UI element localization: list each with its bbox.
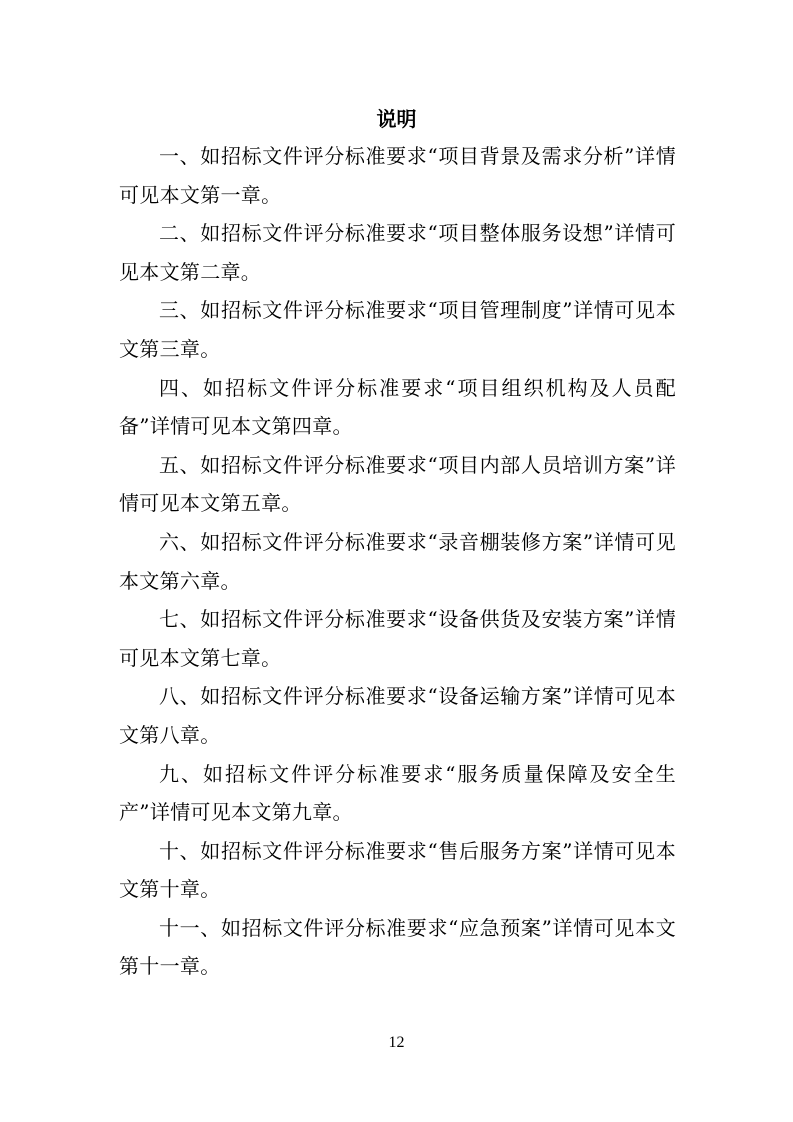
paragraph-6: 六、如招标文件评分标准要求“录音棚装修方案”详情可见本文第六章。 [119,529,676,593]
paragraph-2: 二、如招标文件评分标准要求“项目整体服务设想”详情可见本文第二章。 [119,221,676,284]
paragraph-10: 十、如招标文件评分标准要求“售后服务方案”详情可见本文第十章。 [119,838,676,902]
paragraph-4: 四、如招标文件评分标准要求“项目组织机构及人员配备”详情可见本文第四章。 [119,375,676,439]
page-title: 说明 [376,107,417,131]
document-body [119,137,676,986]
paragraph-8: 八、如招标文件评分标准要求“设备运输方案”详情可见本文第八章。 [119,684,676,747]
paragraph-3: 三、如招标文件评分标准要求“项目管理制度”详情可见本文第三章。 [119,298,676,361]
paragraph-1: 一、如招标文件评分标准要求“项目背景及需求分析”详情可见本文第一章。 [119,144,676,207]
paragraph-5: 五、如招标文件评分标准要求“项目内部人员培训方案”详情可见本文第五章。 [119,452,676,516]
paragraph-9: 九、如招标文件评分标准要求“服务质量保障及安全生产”详情可见本文第九章。 [119,761,676,825]
page-number: 12 [388,1034,405,1051]
paragraph-11: 十一、如招标文件评分标准要求“应急预案”详情可见本文第十一章。 [119,915,676,979]
paragraph-7: 七、如招标文件评分标准要求“设备供货及安装方案”详情可见本文第七章。 [119,607,676,670]
